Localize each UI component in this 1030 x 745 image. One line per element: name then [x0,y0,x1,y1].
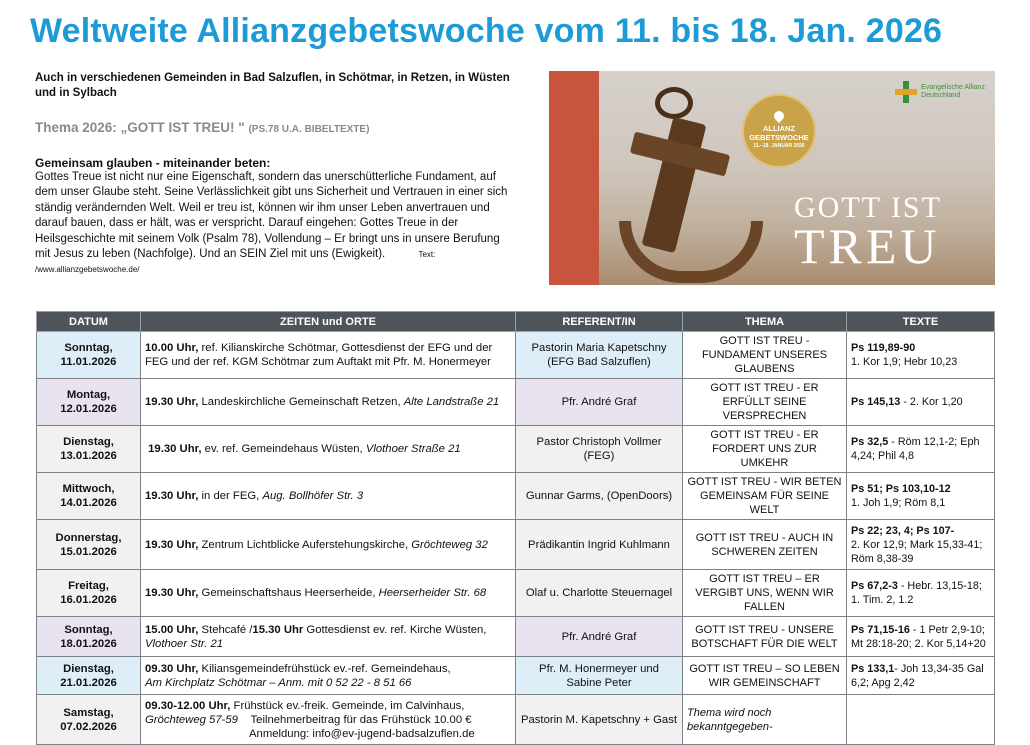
body-heading: Gemeinsam glauben - miteinander beten: [35,156,271,170]
referent-cell: Olaf u. Charlotte Steuernagel [516,570,683,617]
place-cell: 19.30 Uhr, Landeskirchliche Gemeinschaft Retzen, Alte Landstraße 21 [141,379,516,426]
date-cell: Donnerstag, 15.01.2026 [37,520,141,570]
date-cell: Dienstag, 21.01.2026 [37,657,141,695]
badge-line3: 11.–18. JANUAR 2026 [753,143,805,149]
pin-icon [772,109,786,123]
texte-cell: Ps 67,2-3 - Hebr. 13,15-18; 1. Tim. 2, 1.2 [847,570,995,617]
thema-cell: GOTT IST TREU - ER ERFÜLLT SEINE VERSPRECHEN [683,379,847,426]
prayer-week-badge [742,94,816,168]
table-row [37,695,995,745]
place-cell: 09.30 Uhr, Kiliansgemeindefrühstück ev.-ref. Gemeindehaus, Am Kirchplatz Schötmar – Anm. mit 0 52 22 - 8 51 66 [141,657,516,695]
texte-cell [847,695,995,745]
place-cell: 19.30 Uhr, Gemeinschaftshaus Heerserheide, Heerserheider Str. 68 [141,570,516,617]
thema-cell: GOTT IST TREU – ER VERGIBT UNS, WENN WIR FALLEN [683,570,847,617]
table-row [37,657,995,695]
thema-cell: GOTT IST TREU - UNSERE BOTSCHAFT FÜR DIE WELT [683,617,847,657]
referent-cell: Prädikantin Ingrid Kuhlmann [516,520,683,570]
date-cell: Dienstag, 13.01.2026 [37,426,141,473]
table-row [37,332,995,379]
table-row [37,570,995,617]
referent-cell: Pfr. André Graf [516,379,683,426]
referent-cell: Pastorin M. Kapetschny + Gast [516,695,683,745]
place-cell: 19.30 Uhr, ev. ref. Gemeindehaus Wüsten, Vlothoer Straße 21 [141,426,516,473]
logo-line2: Deutschland [921,92,961,99]
col-header-thema: THEMA [683,312,847,332]
col-header-zeiten: ZEITEN und ORTE [141,312,516,332]
place-cell: 15.00 Uhr, Stehcafé /15.30 Uhr Gottesdienst ev. ref. Kirche Wüsten, Vlothoer Str. 21 [141,617,516,657]
body-text [35,170,515,278]
texte-cell: Ps 22; 23, 4; Ps 107- 2. Kor 12,9; Mark 15,33-41; Röm 8,38-39 [847,520,995,570]
table-row [37,617,995,657]
badge-line2: GEBETSWOCHE [749,133,809,142]
thema-cell: GOTT IST TREU – SO LEBEN WIR GEMEINSCHAFT [683,657,847,695]
theme-label: Thema 2026: „GOTT IST TREU! " [35,120,245,135]
hero-headline-2: TREU [794,218,941,274]
body-paragraph: Gottes Treue ist nicht nur eine Eigenschaft, sondern das unerschütterliche Fundament, auf dem unser Glaube steht. Seine Verlässlichkeit gibt uns Sicherheit und Vertrauen in einer sich ständig verändernden Welt. Weil er treu ist, können wir ihm unser Leben anvertrauen und darauf bauen, dass er hält, was er verspricht. Darauf eingehen: Gottes Treue in der Heilsgeschichte mit seinem Volk (Psalm 78), Vollendung – Er bringt uns in unsere Berufung mit Jesus zu leben (Nachfolge). Und an SEIN Ziel mit uns (Ewigkeit). [35,171,508,261]
col-header-referent: REFERENT/IN [516,312,683,332]
texte-cell: Ps 145,13 - 2. Kor 1,20 [847,379,995,426]
anchor-ring [655,87,693,119]
hero-image [549,71,995,285]
date-cell: Samstag, 07.02.2026 [37,695,141,745]
table-row [37,520,995,570]
thema-cell: GOTT IST TREU - AUCH IN SCHWEREN ZEITEN [683,520,847,570]
evangelische-allianz-logo [895,81,985,103]
texte-cell: Ps 133,1- Joh 13,34-35 Gal 6,2; Apg 2,42 [847,657,995,695]
page-title: Weltweite Allianzgebetswoche vom 11. bis 18. Jan. 2026 [30,12,943,50]
intro-text: Auch in verschiedenen Gemeinden in Bad Salzuflen, in Schötmar, in Retzen, in Wüsten und in Sylbach [35,72,510,99]
table-header-row [37,312,995,332]
cross-icon [895,81,917,103]
texte-cell: Ps 119,89-90 1. Kor 1,9; Hebr 10,23 [847,332,995,379]
place-cell: 09.30-12.00 Uhr, Frühstück ev.-freik. Gemeinde, im Calvinhaus, Gröchteweg 57-59 Teilnehmerbeitrag für das Frühstück 10.00 € Anmeldung: info@ev-jugend-badsalzuflen.de [141,695,516,745]
referent-cell: Gunnar Garms, (OpenDoors) [516,473,683,520]
table-row [37,473,995,520]
logo-line1: Evangelische Allianz [921,84,985,91]
anchor-arms [619,221,763,283]
texte-cell: Ps 71,15-16 - 1 Petr 2,9-10; Mt 28:18-20; 2. Kor 5,14+20 [847,617,995,657]
referent-cell: Pastor Christoph Vollmer (FEG) [516,426,683,473]
thema-cell: Thema wird noch bekanntgegeben- [683,695,847,745]
date-cell: Freitag, 16.01.2026 [37,570,141,617]
col-header-texte: TEXTE [847,312,995,332]
date-cell: Montag, 12.01.2026 [37,379,141,426]
thema-cell: GOTT IST TREU - WIR BETEN GEMEINSAM FÜR SEINE WELT [683,473,847,520]
table-row [37,426,995,473]
theme-line [35,120,369,135]
place-cell: 19.30 Uhr, in der FEG, Aug. Bollhöfer Str. 3 [141,473,516,520]
thema-cell: GOTT IST TREU - ER FORDERT UNS ZUR UMKEHR [683,426,847,473]
referent-cell: Pfr. M. Honermeyer und Sabine Peter [516,657,683,695]
place-cell: 19.30 Uhr, Zentrum Lichtblicke Auferstehungskirche, Gröchteweg 32 [141,520,516,570]
thema-cell: GOTT IST TREU - FUNDAMENT UNSERES GLAUBENS [683,332,847,379]
badge-line1: ALLIANZ [762,124,796,133]
date-cell: Mittwoch, 14.01.2026 [37,473,141,520]
schedule-table [36,311,995,745]
hero-headline-1: GOTT IST [794,191,942,224]
table-row [37,379,995,426]
texte-cell: Ps 51; Ps 103,10-12 1. Joh 1,9; Röm 8,1 [847,473,995,520]
col-header-datum: DATUM [37,312,141,332]
date-cell: Sonntag, 11.01.2026 [37,332,141,379]
place-cell: 10.00 Uhr, ref. Kilianskirche Schötmar, Gottesdienst der EFG und der FEG und der ref. KGM Schötmar zum Auftakt mit Pfr. M. Honermeyer [141,332,516,379]
red-bar [549,71,599,285]
theme-sub: (PS.78 U.A. BIBELTEXTE) [248,124,370,135]
source-note: Text: /www.allianzgebetswoche.de/ [35,250,436,275]
texte-cell: Ps 32,5 - Röm 12,1-2; Eph 4,24; Phil 4,8 [847,426,995,473]
referent-cell: Pastorin Maria Kapetschny (EFG Bad Salzuflen) [516,332,683,379]
date-cell: Sonntag, 18.01.2026 [37,617,141,657]
referent-cell: Pfr. André Graf [516,617,683,657]
